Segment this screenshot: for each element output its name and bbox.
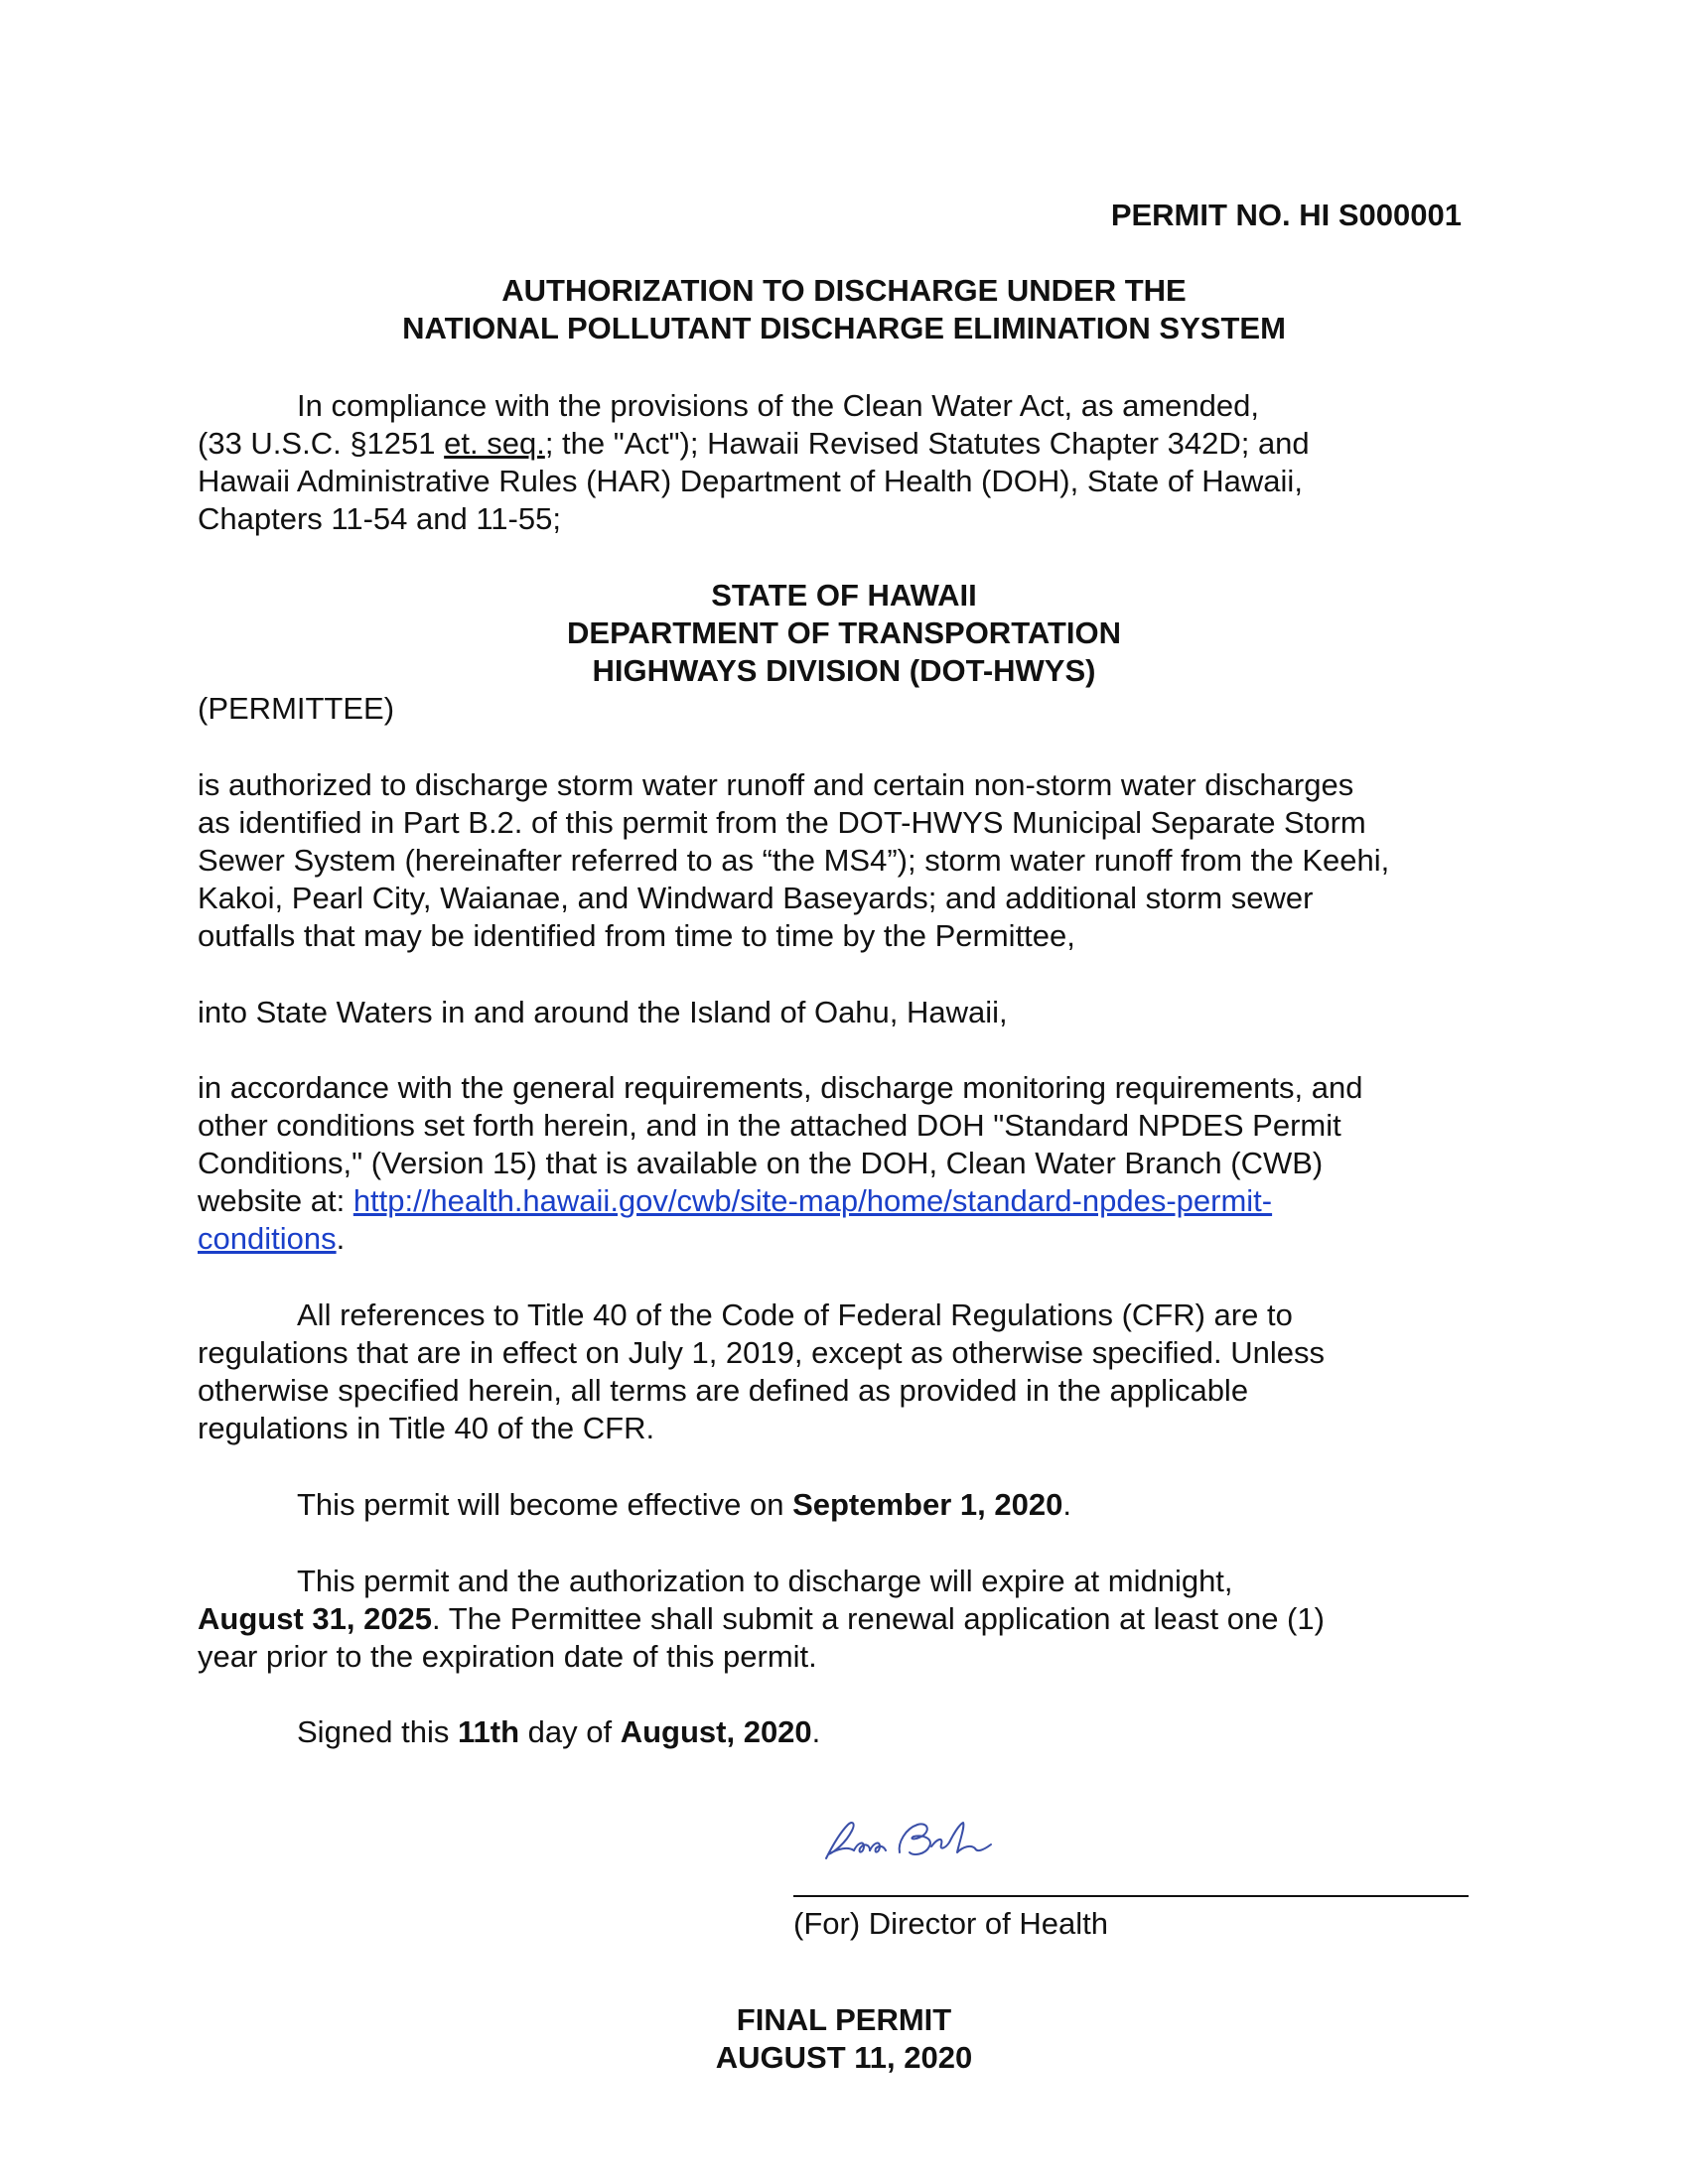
compliance-paragraph: [198, 387, 1488, 538]
signed-mid: day of: [519, 1714, 621, 1749]
title-line-2: NATIONAL POLLUTANT DISCHARGE ELIMINATION SYSTEM: [402, 311, 1286, 345]
accordance-paragraph: [198, 1069, 1488, 1258]
accordance-line-2: other conditions set forth herein, and in the attached DOH "Standard NPDES Permit: [198, 1108, 1341, 1143]
compliance-line-4: Chapters 11-54 and 11-55;: [198, 501, 561, 536]
authorized-paragraph: [198, 766, 1488, 955]
authorized-line-2: as identified in Part B.2. of this permit from the DOT-HWYS Municipal Separate Storm: [198, 805, 1366, 840]
signature-line: [793, 1895, 1469, 1897]
handwritten-signature: [814, 1807, 1013, 1876]
document-title: [0, 272, 1688, 347]
effective-date: September 1, 2020: [792, 1487, 1063, 1522]
signatory-title: (For) Director of Health: [793, 1906, 1108, 1941]
title-line-1: AUTHORIZATION TO DISCHARGE UNDER THE: [501, 273, 1187, 308]
authorized-line-3: Sewer System (hereinafter referred to as “the MS4”); storm water runoff from the Keehi,: [198, 843, 1390, 878]
compliance-line-3: Hawaii Administrative Rules (HAR) Department of Health (DOH), State of Hawaii,: [198, 464, 1303, 498]
footer-status: [0, 2001, 1688, 2077]
signed-prefix: Signed this: [297, 1714, 458, 1749]
state-waters-paragraph: into State Waters in and around the Island of Oahu, Hawaii,: [198, 995, 1008, 1029]
signed-day: 11th: [458, 1714, 520, 1749]
footer-line-2: AUGUST 11, 2020: [715, 2040, 973, 2075]
agency-line-2: DEPARTMENT OF TRANSPORTATION: [567, 615, 1121, 650]
authorized-line-5: outfalls that may be identified from time to time by the Permittee,: [198, 918, 1075, 953]
expiration-date: August 31, 2025: [198, 1601, 433, 1636]
authorized-line-4: Kakoi, Pearl City, Waianae, and Windward Baseyards; and additional storm sewer: [198, 881, 1314, 915]
et-seq-text: et. seq.: [444, 426, 545, 461]
signed-month: August, 2020: [620, 1714, 812, 1749]
accordance-line-3: Conditions," (Version 15) that is available on the DOH, Clean Water Branch (CWB): [198, 1146, 1324, 1180]
npdes-conditions-link[interactable]: http://health.hawaii.gov/cwb/site-map/home/standard-npdes-permit-: [352, 1183, 1273, 1218]
cfr-line-2: regulations that are in effect on July 1, 2019, except as otherwise specified. Unless: [198, 1335, 1326, 1370]
signed-paragraph: [198, 1713, 1488, 1751]
effective-prefix: This permit will become effective on: [297, 1487, 793, 1522]
authorized-line-1: is authorized to discharge storm water runoff and certain non-storm water discharges: [198, 767, 1354, 802]
cfr-paragraph: [198, 1297, 1488, 1447]
effective-suffix: .: [1062, 1487, 1071, 1522]
permittee-label: (PERMITTEE): [198, 691, 395, 726]
compliance-line-2c: ; the "Act"); Hawaii Revised Statutes Chapter 342D; and: [544, 426, 1310, 461]
accordance-line-4a: website at:: [198, 1183, 353, 1218]
agency-line-1: STATE OF HAWAII: [711, 578, 977, 613]
permit-number: PERMIT NO. HI S000001: [1110, 198, 1462, 232]
accordance-line-1: in accordance with the general requirements, discharge monitoring requirements, and: [198, 1070, 1363, 1105]
cfr-line-4: regulations in Title 40 of the CFR.: [198, 1411, 655, 1445]
expire-line-1: This permit and the authorization to discharge will expire at midnight,: [297, 1564, 1233, 1598]
permittee-agency: [0, 577, 1688, 690]
agency-line-3: HIGHWAYS DIVISION (DOT-HWYS): [592, 653, 1096, 688]
cfr-line-3: otherwise specified herein, all terms are defined as provided in the applicable: [198, 1373, 1249, 1408]
cfr-line-1: All references to Title 40 of the Code of Federal Regulations (CFR) are to: [297, 1297, 1293, 1332]
effective-paragraph: [198, 1486, 1488, 1524]
expire-line-2: . The Permittee shall submit a renewal application at least one (1): [432, 1601, 1325, 1636]
accordance-line-5-period: .: [336, 1221, 346, 1256]
npdes-conditions-link-cont[interactable]: conditions: [198, 1221, 337, 1256]
signed-suffix: .: [811, 1714, 821, 1749]
footer-line-1: FINAL PERMIT: [736, 2002, 952, 2037]
compliance-line-1: In compliance with the provisions of the Clean Water Act, as amended,: [297, 388, 1259, 423]
expiration-paragraph: [198, 1563, 1488, 1676]
compliance-line-2a: (33 U.S.C. §1251: [198, 426, 445, 461]
expire-line-3: year prior to the expiration date of this permit.: [198, 1639, 817, 1674]
